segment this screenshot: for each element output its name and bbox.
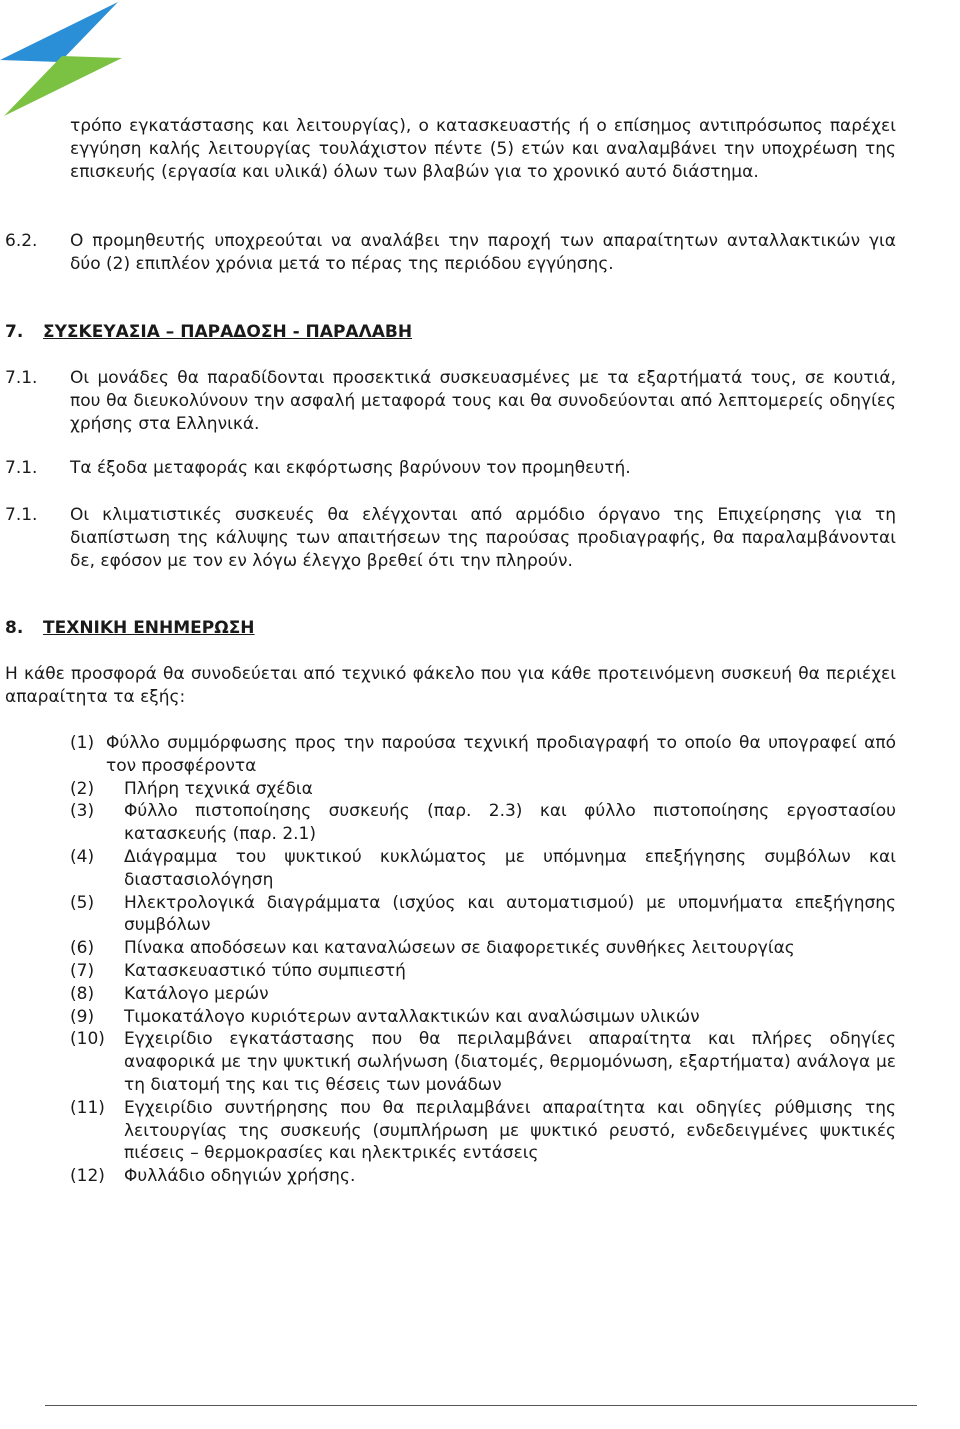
list-item: (7) Κατασκευαστικό τύπο συμπιεστή	[70, 960, 406, 981]
section-7-heading	[5, 321, 412, 343]
section-title: ΤΕΧΝΙΚΗ ΕΝΗΜΕΡΩΣΗ	[43, 618, 255, 638]
clause-text: Οι μονάδες θα παραδίδονται προσεκτικά συσκευασμένες με τα εξαρτήματά τους, σε κουτιά, που θα διευκολύνουν την ασφαλή μεταφορά τους και θα συνοδεύονται από λεπτομερείς οδηγίες χρήσης στα Ελληνικά.	[70, 368, 896, 434]
clause-number: 7.1.	[5, 368, 38, 388]
list-item: (2) Πλήρη τεχνικά σχέδια	[70, 778, 313, 799]
logo-green-stroke	[4, 56, 122, 116]
section-8-intro: Η κάθε προσφορά θα συνοδεύεται από τεχνικό φάκελο που για κάθε προτεινόμενη συσκευή θα περιέχει απαραίτητα τα εξής:	[5, 664, 896, 707]
clause-text: Τα έξοδα μεταφοράς και εκφόρτωσης βαρύνουν τον προμηθευτή.	[70, 458, 631, 478]
clause-text: Οι κλιματιστικές συσκευές θα ελέγχονται από αρμόδιο όργανο της Επιχείρησης για τη διαπίστωση της κάλυψης των απαιτήσεων της παρούσας προδιαγραφής, θα παραλαμβάνονται δε, εφόσον με τον εν λόγω έλεγχο βρεθεί ότι την πληρούν.	[70, 505, 896, 571]
list-item: (4) Διάγραμμα του ψυκτικού κυκλώματος με υπόμνημα επεξήγησης συμβόλων και διαστασιολόγηση	[70, 846, 896, 890]
list-item: (5) Ηλεκτρολογικά διαγράμματα (ισχύος και αυτοματισμού) με υπομνήματα επεξήγησης συμβόλων	[70, 892, 896, 936]
section-number: 8.	[5, 618, 24, 638]
list-item: (3) Φύλλο πιστοποίησης συσκευής (παρ. 2.3) και φύλλο πιστοποίησης εργοστασίου κατασκευής (παρ. 2.1)	[70, 801, 896, 845]
clause-6-2	[5, 230, 896, 276]
documents-list	[70, 732, 896, 1188]
company-logo-icon	[0, 0, 122, 118]
list-item: (8) Κατάλογο μερών	[70, 983, 269, 1004]
clause-text: Ο προμηθευτής υποχρεούται να αναλάβει την παροχή των απαραίτητων ανταλλακτικών για δύο (2) επιπλέον χρόνια μετά το πέρας της περιόδου εγγύησης.	[70, 231, 896, 274]
section-8-heading	[5, 617, 255, 639]
list-item: (1) Φύλλο συμμόρφωσης προς την παρούσα τεχνική προδιαγραφή το οποίο θα υπογραφεί από τον προσφέροντα	[70, 733, 896, 776]
footer-divider	[45, 1405, 917, 1406]
list-item: (12) Φυλλάδιο οδηγιών χρήσης.	[70, 1166, 356, 1187]
section-title: ΣΥΣΚΕΥΑΣΙΑ – ΠΑΡΑΔΟΣΗ - ΠΑΡΑΛΑΒΗ	[43, 322, 413, 342]
list-item: (6) Πίνακα αποδόσεων και καταναλώσεων σε διαφορετικές συνθήκες λειτουργίας	[70, 938, 795, 959]
clause-7-1-inspection	[5, 504, 896, 572]
list-item: (10) Εγχειρίδιο εγκατάστασης που θα περιλαμβάνει απαραίτητα και πλήρες οδηγίες αναφορικά με την ψυκτική σωλήνωση (διατομές, θερμομόνωση, εξαρτήματα) ανάλογα με τη διατομή της και τις θέσεις των μονάδων	[70, 1029, 896, 1095]
list-item: (9) Τιμοκατάλογο κυριότερων ανταλλακτικών και αναλώσιμων υλικών	[70, 1006, 700, 1027]
clause-7-1-costs	[5, 457, 896, 480]
clause-number: 7.1.	[5, 458, 38, 478]
clause-number: 6.2.	[5, 231, 38, 251]
clause-7-1-packaging	[5, 367, 896, 435]
logo-blue-stroke	[0, 2, 118, 62]
clause-number: 7.1.	[5, 505, 38, 525]
list-item: (11) Εγχειρίδιο συντήρησης που θα περιλαμβάνει απαραίτητα και οδηγίες ρύθμισης της λειτουργίας της συσκευής (συμπλήρωση με ψυκτικό ρευστό, ενδεδειγμένες ψυκτικές πιέσεις – θερμοκρασίες και ηλεκτρικές εντάσεις	[70, 1097, 896, 1164]
section-number: 7.	[5, 322, 24, 342]
intro-paragraph: τρόπο εγκατάστασης και λειτουργίας), ο κατασκευαστής ή ο επίσημος αντιπρόσωπος παρέχει εγγύηση καλής λειτουργίας τουλάχιστον πέντε (5) ετών και αναλαμβάνει την υποχρέωση της επισκευής (εργασία και υλικά) όλων των βλαβών για το χρονικό αυτό διάστημα.	[70, 116, 896, 182]
